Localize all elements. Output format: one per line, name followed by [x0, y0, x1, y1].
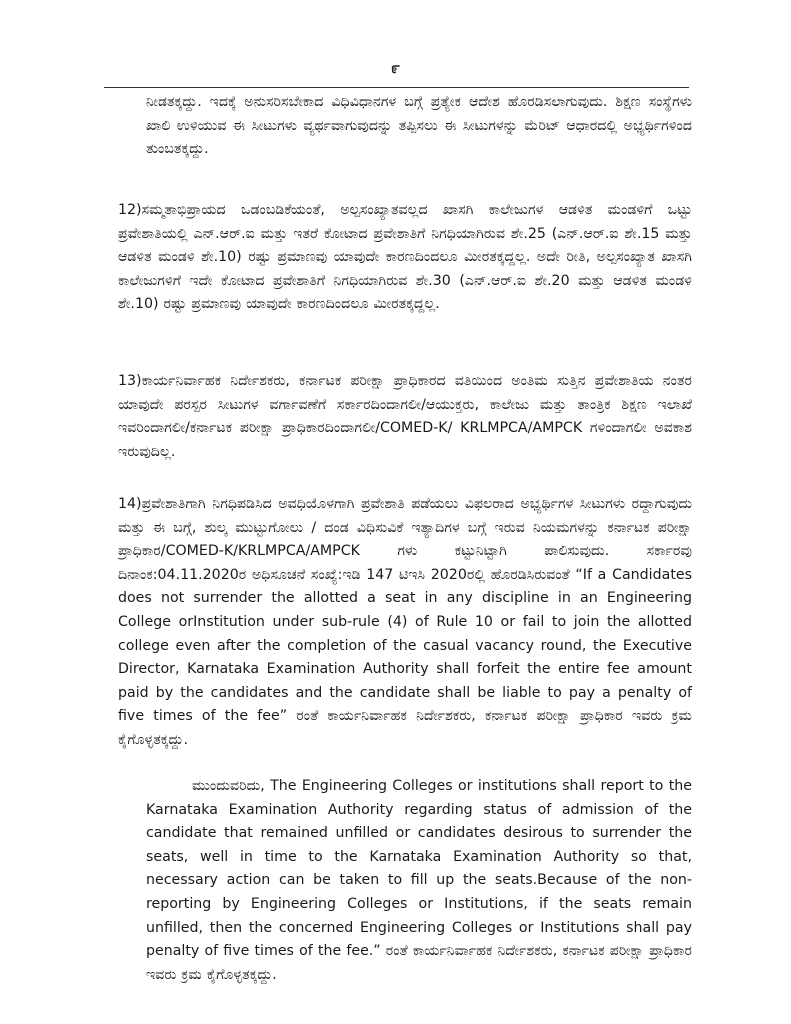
page-number: ೯	[391, 58, 400, 77]
item-14-number: 14)	[118, 496, 142, 512]
header-rule	[104, 87, 689, 88]
item-14-paragraph	[118, 493, 692, 753]
item-13-number: 13)	[118, 373, 142, 389]
item-13-text: ಕಾರ್ಯನಿರ್ವಾಹಕ ನಿರ್ದೇಶಕರು, ಕರ್ನಾಟಕ ಪರೀಕ್ಷಾ ಪ್ರಾಧಿಕಾರದ ವತಿಯಿಂದ ಅಂತಿಮ ಸುತ್ತಿನ ಪ್ರವೇಶಾತಿಯ ನಂತರ ಯಾವುದೇ ಪರಸ್ಪರ ಸೀಟುಗಳ ವರ್ಗಾವಣೆಗೆ ಸರ್ಕಾರದಿಂದಾಗಲೀ/ಆಯುಕ್ತರು, ಕಾಲೇಜು ಮತ್ತು ತಾಂತ್ರಿಕ ಶಿಕ್ಷಣ ಇಲಾಖೆ ಇವರಿಂದಾಗಲೀ/ಕರ್ನಾಟಕ ಪರೀಕ್ಷಾ ಪ್ರಾಧಿಕಾರದಿಂದಾಗಲೀ/COMED-K/ KRLMPCA/AMPCK ಗಳಿಂದಾಗಲೀ ಅವಕಾಶ ಇರುವುದಿಲ್ಲ.	[118, 373, 692, 460]
item-13-paragraph	[118, 370, 692, 464]
item-12-paragraph	[118, 199, 692, 317]
intro-paragraph: ನೀಡತಕ್ಕದ್ದು. ಇದಕ್ಕೆ ಅನುಸರಿಸಬೇಕಾದ ವಿಧಿವಿಧಾನಗಳ ಬಗ್ಗೆ ಪ್ರತ್ಯೇಕ ಆದೇಶ ಹೊರಡಿಸಲಾಗುವುದು. ಶಿಕ್ಷಣ ಸಂಸ್ಥೆಗಳು ಖಾಲಿ ಉಳಿಯುವ ಈ ಸೀಟುಗಳು ವ್ಯರ್ಥವಾಗುವುದನ್ನು ತಪ್ಪಿಸಲು ಈ ಸೀಟುಗಳನ್ನು ಮೆರಿಟ್ ಆಧಾರದಲ್ಲಿ ಅಭ್ಯರ್ಥಿಗಳಿಂದ ತುಂಬತಕ್ಕದ್ದು.	[146, 94, 692, 158]
item-12-number: 12)	[118, 202, 142, 218]
item-14-text: ಪ್ರವೇಶಾತಿಗಾಗಿ ನಿಗಧಿಪಡಿಸಿದ ಅವಧಿಯೊಳಗಾಗಿ ಪ್ರವೇಶಾತಿ ಪಡೆಯಲು ವಿಫಲರಾದ ಅಭ್ಯರ್ಥಿಗಳ ಸೀಟುಗಳು ರದ್ದಾಗುವುದು ಮತ್ತು ಈ ಬಗ್ಗೆ, ಶುಲ್ಕ ಮುಟ್ಟುಗೋಲು / ದಂಡ ವಿಧಿಸುವಿಕೆ ಇತ್ಯಾದಿಗಳ ಬಗ್ಗೆ ಇರುವ ನಿಯಮಗಳನ್ನು ಕರ್ನಾಟಕ ಪರೀಕ್ಷಾ ಪ್ರಾಧಿಕಾರ/COMED-K/KRLMPCA/AMPCK ಗಳು ಕಟ್ಟುನಿಟ್ಟಾಗಿ ಪಾಲಿಸುವುದು. ಸರ್ಕಾರವು ದಿನಾಂಕ:04.11.2020ರ ಅಧಿಸೂಚನೆ ಸಂಖ್ಯೆ:ಇಡಿ 147 ಟಿಇಸಿ 2020ರಲ್ಲಿ ಹೊರಡಿಸಿರುವಂತೆ “If a Candidates does not surrender the allotted a seat in any discipline in an Engineering College orInstitution under sub-rule (4) of Rule 10 or fail to join the allotted college even after the completion of the casual vacancy round, the Executive Director, Karnataka Examination Authority shall forfeit the entire fee amount paid by the candidates and the candidate shall be liable to pay a penalty of five times of the fee” ರಂತೆ ಕಾರ್ಯನಿರ್ವಾಹಕ ನಿರ್ದೇಶಕರು, ಕರ್ನಾಟಕ ಪರೀಕ್ಷಾ ಪ್ರಾಧಿಕಾರ ಇವರು ಕ್ರಮ ಕೈಗೊಳ್ಳತಕ್ಕದ್ದು.	[118, 496, 692, 748]
closing-paragraph: ಮುಂದುವರಿದು, The Engineering Colleges or institutions shall report to the Karnataka Examination Authority regarding status of admission of the candidate that remained unfilled or candidates desirous to surrender the seats, well in time to the Karnataka Examination Authority so that, necessary action can be taken to fill up the seats.Because of the non-reporting by Engineering Colleges or Institutions, if the seats remain unfilled, then the concerned Engineering Colleges or Institutions shall pay penalty of five times of the fee.” ರಂತೆ ಕಾರ್ಯನಿರ್ವಾಹಕ ನಿರ್ದೇಶಕರು, ಕರ್ನಾಟಕ ಪರೀಕ್ಷಾ ಪ್ರಾಧಿಕಾರ ಇವರು ಕ್ರಮ ಕೈಗೊಳ್ಳತಕ್ಕದ್ದು.	[146, 778, 692, 983]
item-12-text: ಸಮ್ಮತಾಭಿಪ್ರಾಯದ ಒಡಂಬಡಿಕೆಯಂತೆ, ಅಲ್ಪಸಂಖ್ಯಾತವಲ್ಲದ ಖಾಸಗಿ ಕಾಲೇಜುಗಳ ಆಡಳಿತ ಮಂಡಳಿಗೆ ಒಟ್ಟು ಪ್ರವೇಶಾತಿಯಲ್ಲಿ ಎನ್.ಆರ್.ಐ ಮತ್ತು ಇತರೆ ಕೋಟಾದ ಪ್ರವೇಶಾತಿಗೆ ನಿಗಧಿಯಾಗಿರುವ ಶೇ.25 (ಎನ್.ಆರ್.ಐ ಶೇ.15 ಮತ್ತು ಆಡಳಿತ ಮಂಡಳಿ ಶೇ.10) ರಷ್ಟು ಪ್ರಮಾಣವು ಯಾವುದೇ ಕಾರಣದಿಂದಲೂ ಮೀರತಕ್ಕದ್ದಲ್ಲ. ಅದೇ ರೀತಿ, ಅಲ್ಪಸಂಖ್ಯಾತ ಖಾಸಗಿ ಕಾಲೇಜುಗಳಿಗೆ ಇದೇ ಕೋಟಾದ ಪ್ರವೇಶಾತಿಗೆ ನಿಗಧಿಯಾಗಿರುವ ಶೇ.30 (ಎನ್.ಆರ್.ಐ ಶೇ.20 ಮತ್ತು ಆಡಳಿತ ಮಂಡಳಿ ಶೇ.10) ರಷ್ಟು ಪ್ರಮಾಣವು ಯಾವುದೇ ಕಾರಣದಿಂದಲೂ ಮೀರತಕ್ಕದ್ದಲ್ಲ.	[118, 202, 692, 313]
